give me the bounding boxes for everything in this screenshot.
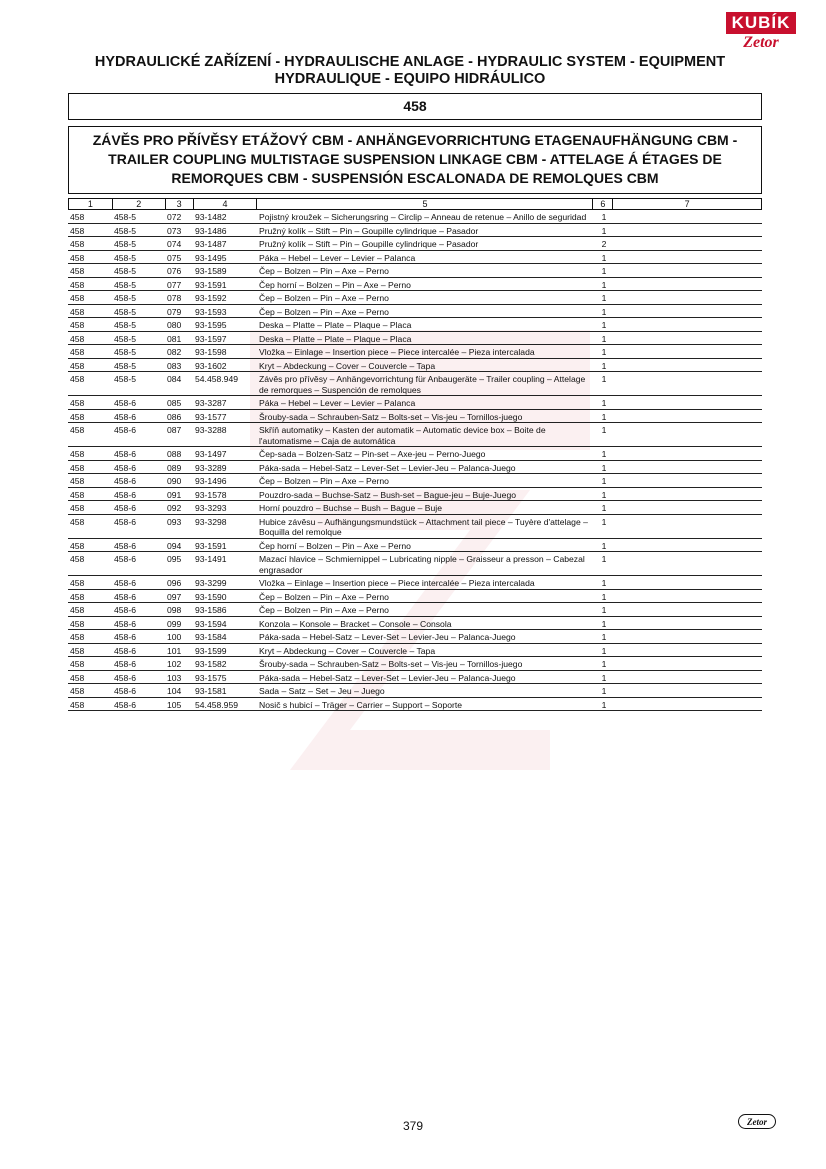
table-row (68, 657, 762, 671)
cell-subgroup: 458-6 (114, 618, 136, 629)
cell-group: 458 (70, 425, 85, 435)
cell-subgroup: 458-6 (114, 699, 136, 710)
cell-description: Kryt – Abdeckung – Cover – Couvercle – Tapa (259, 360, 436, 371)
cell-position: 081 (167, 333, 182, 344)
cell-part-number: 93-1582 (195, 659, 227, 669)
cell-part-number: 93-3298 (195, 516, 227, 527)
cell-quantity: 1 (601, 516, 607, 527)
table-row (68, 305, 762, 319)
cell-part-number: 93-1497 (195, 449, 227, 459)
cell-part-number: 54.458.959 (195, 699, 239, 710)
cell-group: 458 (70, 239, 85, 249)
cell-position: 087 (167, 425, 182, 435)
cell-quantity: 1 (601, 489, 607, 500)
cell-description: Skříň automatiky – Kasten der automatik – Automatic device box – Boite de l'automatisme – Caja de automática (259, 425, 546, 446)
cell-group: 458 (70, 293, 85, 303)
cell-note (614, 503, 762, 514)
cell-position: 088 (167, 449, 182, 459)
cell-note (614, 592, 762, 603)
cell-position: 096 (167, 578, 182, 588)
zetor-footer-logo: Zetor (738, 1114, 776, 1129)
cell-subgroup: 458-6 (114, 449, 136, 459)
cell-group: 458 (70, 225, 85, 236)
cell-position: 094 (167, 540, 182, 551)
cell-subgroup: 458-6 (114, 686, 136, 696)
cell-note (614, 361, 762, 372)
cell-quantity: 1 (601, 618, 607, 629)
cell-position: 089 (167, 462, 182, 473)
cell-subgroup: 458-6 (114, 605, 136, 615)
cell-note (614, 517, 762, 538)
cell-group: 458 (70, 360, 85, 371)
cell-part-number: 93-3289 (195, 462, 227, 473)
cell-description: Hubice závěsu – Aufhängungsmundstück – Attachment tail piece – Tuyère d'attelage – Boquilla del remolque (259, 516, 588, 537)
cell-group: 458 (70, 645, 85, 656)
cell-description: Čep – Bolzen – Pin – Axe – Perno (259, 476, 389, 486)
cell-quantity: 1 (601, 252, 607, 263)
column-header-7: 7 (684, 199, 690, 209)
cell-group: 458 (70, 503, 85, 513)
cell-subgroup: 458-6 (114, 411, 136, 422)
cell-part-number: 93-1589 (195, 266, 227, 276)
table-row (68, 603, 762, 617)
cell-part-number: 93-1577 (195, 411, 227, 422)
cell-part-number: 93-1482 (195, 212, 227, 222)
cell-group: 458 (70, 699, 85, 710)
cell-position: 103 (167, 672, 182, 683)
cell-quantity: 1 (601, 591, 607, 602)
cell-group: 458 (70, 618, 85, 629)
table-row (68, 359, 762, 373)
cell-group: 458 (70, 333, 85, 344)
cell-position: 102 (167, 659, 182, 669)
cell-note (614, 449, 762, 460)
cell-description: Páka-sada – Hebel-Satz – Lever-Set – Levier-Jeu – Palanca-Juego (259, 632, 516, 642)
parts-table (68, 198, 762, 711)
cell-group: 458 (70, 347, 85, 357)
column-header-3: 3 (166, 199, 194, 209)
cell-note (614, 632, 762, 643)
cell-quantity: 1 (601, 645, 607, 656)
column-header-2: 2 (113, 199, 166, 209)
cell-quantity: 1 (601, 225, 607, 236)
cell-quantity: 1 (601, 398, 607, 408)
cell-description: Horní pouzdro – Buchse – Bush – Bague – Buje (259, 503, 442, 513)
table-body (68, 210, 762, 711)
cell-description: Pojistný kroužek – Sicherungsring – Circlip – Anneau de retenue – Anillo de seguridad (259, 212, 587, 222)
cell-subgroup: 458-6 (114, 578, 136, 588)
cell-subgroup: 458-5 (114, 225, 136, 236)
cell-position: 095 (167, 554, 182, 564)
cell-quantity: 1 (601, 672, 607, 683)
cell-note (614, 700, 762, 711)
cell-part-number: 93-3299 (195, 578, 227, 588)
table-row (68, 410, 762, 424)
table-row (68, 291, 762, 305)
cell-position: 082 (167, 347, 182, 357)
cell-group: 458 (70, 540, 85, 551)
header-line-2: HYDRAULIQUE - EQUIPO HIDRÁULICO (274, 71, 546, 87)
cell-part-number: 93-1591 (195, 279, 227, 290)
cell-note (614, 490, 762, 501)
cell-group: 458 (70, 279, 85, 290)
table-row (68, 461, 762, 475)
cell-quantity: 1 (601, 374, 607, 384)
cell-description: Šrouby-sada – Schrauben-Satz – Bolts-set – Vis-jeu – Tornillos-juego (259, 411, 523, 422)
cell-quantity: 1 (601, 425, 607, 435)
cell-part-number: 93-1598 (195, 347, 227, 357)
cell-position: 093 (167, 516, 182, 527)
cell-subgroup: 458-5 (114, 279, 136, 290)
cell-quantity: 1 (601, 279, 607, 290)
cell-note (614, 280, 762, 291)
cell-description: Deska – Platte – Plate – Plaque – Placa (259, 333, 412, 344)
cell-note (614, 320, 762, 331)
cell-description: Páka-sada – Hebel-Satz – Lever-Set – Levier-Jeu – Palanca-Juego (259, 462, 516, 473)
cell-description: Čep – Bolzen – Pin – Axe – Perno (259, 306, 389, 317)
cell-quantity: 1 (601, 293, 607, 303)
cell-part-number: 93-3293 (195, 503, 227, 513)
cell-note (614, 659, 762, 670)
cell-position: 084 (167, 374, 182, 384)
cell-description: Čep horní – Bolzen – Pin – Axe – Perno (259, 540, 411, 551)
cell-part-number: 93-1491 (195, 554, 227, 564)
cell-note (614, 398, 762, 409)
cell-note (614, 253, 762, 264)
cell-note (614, 541, 762, 552)
cell-subgroup: 458-6 (114, 659, 136, 669)
table-row (68, 423, 762, 447)
section-code-box: 458 (68, 93, 762, 120)
cell-subgroup: 458-6 (114, 516, 136, 527)
cell-part-number: 93-3288 (195, 425, 227, 435)
table-row (68, 396, 762, 410)
cell-description: Konzola – Konsole – Bracket – Console – Consola (259, 618, 452, 629)
table-row (68, 644, 762, 658)
cell-subgroup: 458-6 (114, 462, 136, 473)
cell-note (614, 412, 762, 423)
section-title-line-1: ZÁVĚS PRO PŘÍVĚSY ETÁŽOVÝ CBM - ANHÄNGEVORRICHTUNG ETAGENAUFHÄNGUNG CBM - (92, 132, 738, 148)
table-row (68, 630, 762, 644)
column-header-4: 4 (194, 199, 258, 209)
cell-description: Páka – Hebel – Lever – Levier – Palanca (259, 252, 416, 263)
cell-description: Čep horní – Bolzen – Pin – Axe – Perno (259, 279, 411, 290)
cell-subgroup: 458-6 (114, 476, 136, 486)
cell-quantity: 1 (601, 503, 607, 513)
cell-group: 458 (70, 266, 85, 276)
cell-subgroup: 458-6 (114, 591, 136, 602)
logo-kubik-text: KUBÍK (726, 12, 796, 34)
cell-quantity: 2 (601, 239, 607, 249)
table-row (68, 372, 762, 396)
cell-note (614, 619, 762, 630)
cell-part-number: 93-1593 (195, 306, 227, 317)
cell-position: 076 (167, 266, 182, 276)
cell-group: 458 (70, 672, 85, 683)
page-number: 379 (402, 1119, 424, 1133)
cell-description: Páka-sada – Hebel-Satz – Lever-Set – Levier-Jeu – Palanca-Juego (259, 672, 516, 683)
cell-part-number: 93-3287 (195, 398, 227, 408)
cell-quantity: 1 (601, 320, 607, 330)
cell-quantity: 1 (601, 540, 607, 551)
cell-position: 074 (167, 239, 182, 249)
cell-part-number: 93-1495 (195, 252, 227, 263)
cell-note (614, 334, 762, 345)
table-row (68, 251, 762, 265)
cell-group: 458 (70, 212, 85, 222)
page-header (60, 54, 760, 88)
cell-group: 458 (70, 476, 85, 486)
cell-quantity: 1 (601, 659, 607, 669)
cell-part-number: 54.458.949 (195, 374, 239, 384)
cell-description: Pružný kolík – Stift – Pin – Goupille cylindrique – Pasador (259, 239, 479, 249)
kubik-zetor-logo (726, 12, 796, 54)
cell-part-number: 93-1575 (195, 672, 227, 683)
cell-description: Vložka – Einlage – Insertion piece – Piece intercalée – Pieza intercalada (259, 578, 535, 588)
cell-part-number: 93-1597 (195, 333, 227, 344)
cell-group: 458 (70, 449, 85, 459)
cell-position: 077 (167, 279, 182, 290)
cell-group: 458 (70, 659, 85, 669)
column-header-6: 6 (593, 199, 613, 209)
table-row (68, 210, 762, 224)
header-line-1: HYDRAULICKÉ ZAŘÍZENÍ - HYDRAULISCHE ANLAGE - HYDRAULIC SYSTEM - EQUIPMENT (94, 54, 726, 70)
cell-subgroup: 458-6 (114, 503, 136, 513)
cell-note (614, 673, 762, 684)
cell-quantity: 1 (601, 449, 607, 459)
cell-group: 458 (70, 489, 85, 500)
cell-note (614, 463, 762, 474)
table-row (68, 278, 762, 292)
cell-subgroup: 458-5 (114, 374, 136, 384)
cell-quantity: 1 (601, 686, 607, 696)
cell-quantity: 1 (601, 476, 607, 486)
cell-position: 090 (167, 476, 182, 486)
cell-quantity: 1 (601, 212, 607, 222)
cell-part-number: 93-1591 (195, 540, 227, 551)
cell-quantity: 1 (601, 699, 607, 710)
table-row (68, 318, 762, 332)
cell-quantity: 1 (601, 578, 607, 588)
table-row (68, 332, 762, 346)
cell-quantity: 1 (601, 360, 607, 371)
cell-quantity: 1 (601, 266, 607, 276)
table-row (68, 345, 762, 359)
cell-description: Čep-sada – Bolzen-Satz – Pin-set – Axe-jeu – Perno-Juego (259, 449, 486, 459)
cell-part-number: 93-1581 (195, 686, 227, 696)
cell-quantity: 1 (601, 347, 607, 357)
section-title-line-3: REMORQUES CBM - SUSPENSIÓN ESCALONADA DE REMOLQUES CBM (171, 170, 659, 186)
cell-part-number: 93-1486 (195, 225, 227, 236)
cell-note (614, 646, 762, 657)
cell-subgroup: 458-6 (114, 554, 136, 564)
cell-position: 072 (167, 212, 182, 222)
cell-group: 458 (70, 398, 85, 408)
cell-description: Čep – Bolzen – Pin – Axe – Perno (259, 293, 389, 303)
cell-note (614, 226, 762, 237)
cell-group: 458 (70, 462, 85, 473)
cell-part-number: 93-1584 (195, 632, 227, 642)
cell-description: Kryt – Abdeckung – Cover – Couvercle – Tapa (259, 645, 436, 656)
cell-subgroup: 458-5 (114, 320, 136, 330)
cell-position: 086 (167, 411, 182, 422)
logo-zetor-text: Zetor (743, 34, 779, 51)
cell-position: 073 (167, 225, 182, 236)
cell-note (614, 476, 762, 487)
table-row (68, 447, 762, 461)
cell-part-number: 93-1586 (195, 605, 227, 615)
cell-group: 458 (70, 605, 85, 615)
table-row (68, 698, 762, 712)
cell-description: Čep – Bolzen – Pin – Axe – Perno (259, 266, 389, 276)
column-header-5: 5 (257, 199, 593, 209)
cell-description: Čep – Bolzen – Pin – Axe – Perno (259, 591, 389, 602)
cell-part-number: 93-1592 (195, 293, 227, 303)
cell-group: 458 (70, 554, 85, 564)
section-title-box (68, 126, 762, 194)
table-row (68, 539, 762, 553)
cell-part-number: 93-1487 (195, 239, 227, 249)
cell-position: 085 (167, 398, 182, 408)
cell-part-number: 93-1578 (195, 489, 227, 500)
cell-position: 097 (167, 591, 182, 602)
cell-position: 099 (167, 618, 182, 629)
cell-group: 458 (70, 320, 85, 330)
cell-position: 092 (167, 503, 182, 513)
section-title-line-2: TRAILER COUPLING MULTISTAGE SUSPENSION LINKAGE CBM - ATTELAGE Á ÉTAGES DE (108, 151, 722, 167)
cell-quantity: 1 (601, 462, 607, 473)
cell-subgroup: 458-6 (114, 540, 136, 551)
cell-subgroup: 458-5 (114, 333, 136, 344)
cell-position: 091 (167, 489, 182, 500)
cell-position: 105 (167, 699, 182, 710)
cell-description: Pružný kolík – Stift – Pin – Goupille cylindrique – Pasador (259, 225, 479, 236)
cell-position: 079 (167, 306, 182, 317)
cell-note (614, 578, 762, 589)
cell-description: Vložka – Einlage – Insertion piece – Piece intercalée – Pieza intercalada (259, 347, 535, 357)
cell-part-number: 93-1594 (195, 618, 227, 629)
cell-group: 458 (70, 374, 85, 384)
cell-part-number: 93-1599 (195, 645, 227, 656)
cell-subgroup: 458-5 (114, 252, 136, 263)
cell-subgroup: 458-5 (114, 360, 136, 371)
cell-subgroup: 458-5 (114, 266, 136, 276)
cell-quantity: 1 (601, 632, 607, 642)
cell-note (614, 266, 762, 277)
cell-group: 458 (70, 591, 85, 602)
cell-group: 458 (70, 306, 85, 317)
cell-description: Čep – Bolzen – Pin – Axe – Perno (259, 605, 389, 615)
cell-group: 458 (70, 411, 85, 422)
cell-description: Deska – Platte – Plate – Plaque – Placa (259, 320, 412, 330)
cell-part-number: 93-1602 (195, 360, 227, 371)
cell-subgroup: 458-6 (114, 489, 136, 500)
table-row (68, 617, 762, 631)
table-row (68, 684, 762, 698)
cell-note (614, 374, 762, 395)
table-row (68, 264, 762, 278)
cell-subgroup: 458-6 (114, 632, 136, 642)
cell-description: Pouzdro-sada – Buchse-Satz – Bush-set – Bague-jeu – Buje-Juego (259, 489, 517, 500)
cell-group: 458 (70, 516, 85, 527)
cell-note (614, 425, 762, 446)
cell-subgroup: 458-6 (114, 672, 136, 683)
cell-group: 458 (70, 252, 85, 263)
cell-note (614, 605, 762, 616)
table-row (68, 501, 762, 515)
cell-description: Páka – Hebel – Lever – Levier – Palanca (259, 398, 416, 408)
cell-position: 078 (167, 293, 182, 303)
cell-position: 098 (167, 605, 182, 615)
cell-subgroup: 458-5 (114, 212, 136, 222)
cell-description: Sada – Satz – Set – Jeu – Juego (259, 686, 385, 696)
table-row (68, 237, 762, 251)
cell-quantity: 1 (601, 306, 607, 317)
cell-note (614, 212, 762, 223)
cell-subgroup: 458-5 (114, 239, 136, 249)
cell-position: 075 (167, 252, 182, 263)
cell-quantity: 1 (601, 411, 607, 422)
cell-subgroup: 458-5 (114, 347, 136, 357)
cell-description: Nosič s hubicí – Träger – Carrier – Support – Soporte (259, 699, 463, 710)
cell-position: 100 (167, 632, 182, 642)
cell-note (614, 293, 762, 304)
table-column-header (68, 198, 762, 210)
cell-subgroup: 458-5 (114, 306, 136, 317)
cell-subgroup: 458-6 (114, 425, 136, 435)
cell-note (614, 307, 762, 318)
cell-part-number: 93-1496 (195, 476, 227, 486)
cell-quantity: 1 (601, 333, 607, 344)
cell-group: 458 (70, 686, 85, 696)
table-row (68, 515, 762, 539)
table-row (68, 474, 762, 488)
cell-part-number: 93-1595 (195, 320, 227, 330)
cell-part-number: 93-1590 (195, 591, 227, 602)
cell-description: Závěs pro přívěsy – Anhängevorrichtung für Anbaugeräte – Trailer coupling – Attelage de remorques – Suspención de remolques (259, 374, 586, 395)
column-header-1: 1 (69, 199, 113, 209)
cell-quantity: 1 (601, 605, 607, 615)
cell-subgroup: 458-6 (114, 398, 136, 408)
cell-note (614, 347, 762, 358)
cell-subgroup: 458-5 (114, 293, 136, 303)
table-row (68, 552, 762, 576)
table-row (68, 488, 762, 502)
cell-group: 458 (70, 632, 85, 642)
table-row (68, 224, 762, 238)
cell-subgroup: 458-6 (114, 645, 136, 656)
table-row (68, 576, 762, 590)
table-row (68, 590, 762, 604)
cell-note (614, 239, 762, 250)
cell-description: Mazací hlavice – Schmiernippel – Lubricating nipple – Graisseur a presson – Cabezal engrasador (259, 554, 585, 575)
cell-group: 458 (70, 578, 85, 588)
cell-note (614, 554, 762, 575)
cell-position: 080 (167, 320, 182, 330)
cell-quantity: 1 (601, 554, 607, 564)
cell-position: 104 (167, 686, 182, 696)
table-row (68, 671, 762, 685)
cell-description: Šrouby-sada – Schrauben-Satz – Bolts-set – Vis-jeu – Tornillos-juego (259, 659, 523, 669)
cell-position: 101 (167, 645, 182, 656)
cell-note (614, 686, 762, 697)
cell-position: 083 (167, 360, 182, 371)
